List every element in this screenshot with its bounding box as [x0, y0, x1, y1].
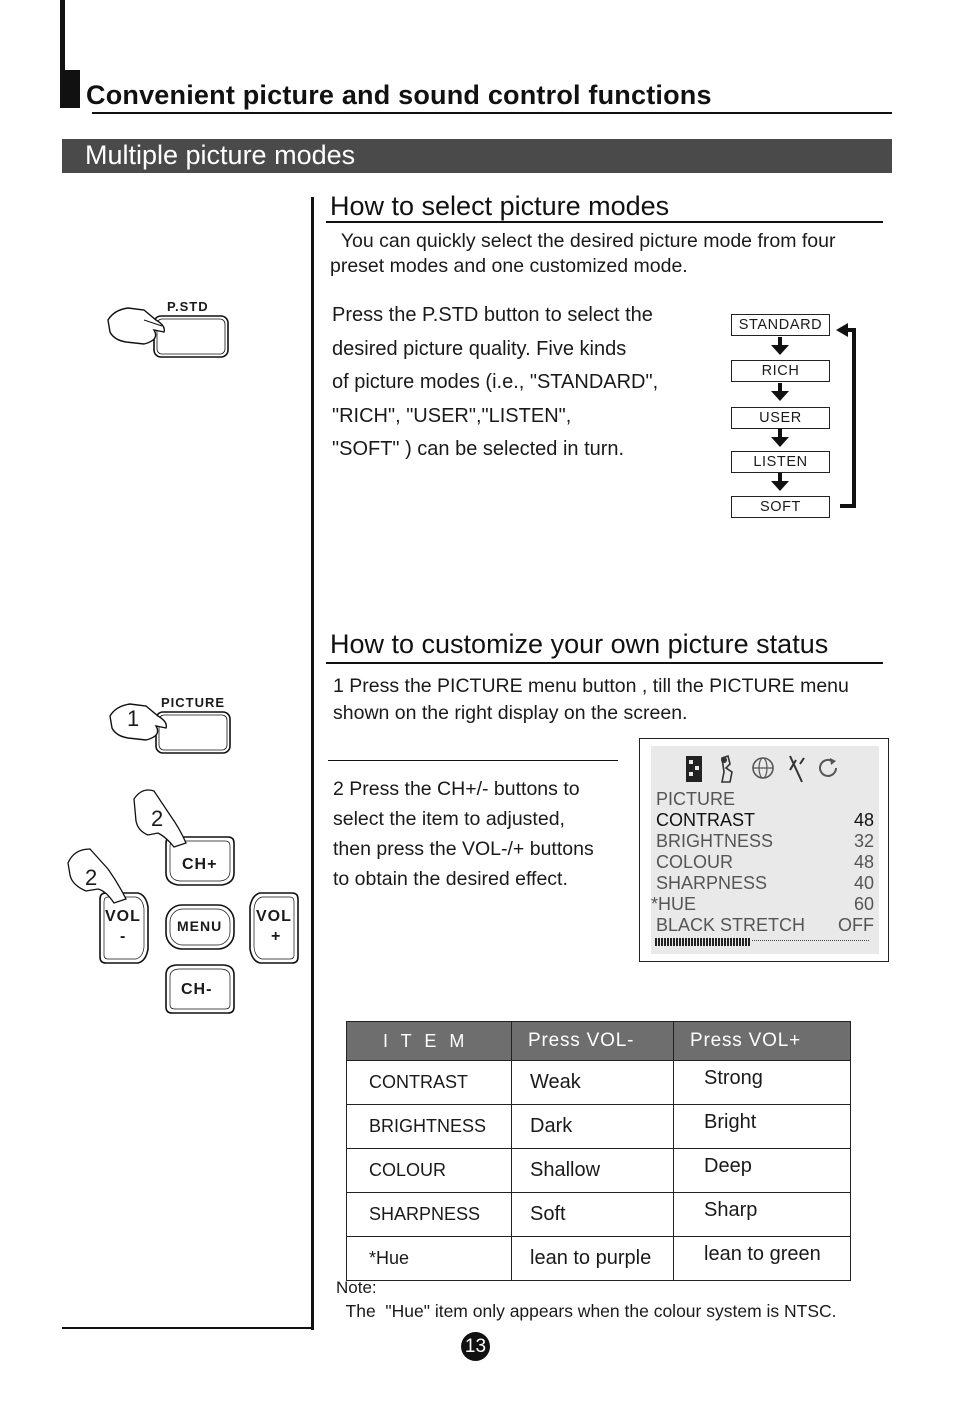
osd-item-colour: COLOUR 48 [656, 852, 874, 872]
osd-menu-title: PICTURE [656, 789, 736, 809]
bottom-rule [62, 1327, 314, 1329]
table-cell-vol-minus: Weak [512, 1061, 674, 1105]
step1-instructions: 1 Press the PICTURE menu button , till the PICTURE menu shown on the right display on the screen. [333, 675, 849, 724]
step2-digit-ch: 2 [151, 806, 164, 831]
table-cell-item: COLOUR [347, 1149, 512, 1193]
table-cell-vol-plus: Deep [674, 1149, 851, 1193]
vol-minus-sign: - [120, 928, 127, 945]
pstd-line: Press the P.STD button to select the [332, 304, 653, 326]
step2-line: select the item to adjusted, [333, 808, 565, 830]
customize-underline [326, 662, 883, 664]
note-text: The "Hue" item only appears when the colour system is NTSC. [341, 1301, 837, 1321]
antenna-icon [790, 756, 804, 782]
customize-title: How to customize your own picture status [330, 629, 829, 659]
vol-plus-sign: + [271, 928, 282, 945]
pstd-line: desired picture quality. Five kinds [332, 337, 627, 360]
down-arrow-icon [770, 337, 790, 355]
step-divider [328, 760, 618, 761]
osd-icon-bar [682, 752, 844, 786]
osd-item-contrast: CONTRAST 48 [656, 810, 874, 830]
osd-slider-fill [655, 938, 751, 946]
step2-line: 2 Press the CH+/- buttons to [333, 778, 580, 800]
osd-item-brightness: BRIGHTNESS 32 [656, 831, 874, 851]
section-title: Multiple picture modes [85, 140, 356, 170]
down-arrow-icon [770, 473, 790, 491]
pstd-line: of picture modes (i.e., "STANDARD", [332, 371, 659, 393]
table-cell-vol-minus: lean to purple [512, 1237, 674, 1281]
title-underline [92, 112, 892, 114]
pstd-line: "RICH", "USER","LISTEN", [332, 404, 572, 427]
page-number: 13 [461, 1332, 490, 1361]
adjustment-table [346, 1021, 851, 1281]
pstd-line: "SOFT" ) can be selected in turn. [332, 438, 625, 460]
select-modes-underline [326, 221, 883, 223]
table-cell-vol-plus: Strong [674, 1061, 851, 1105]
ch-plus-button-label: CH+ [182, 856, 218, 873]
ch-minus-button-label: CH- [181, 981, 213, 998]
header-left-block [60, 70, 80, 108]
step2-line: then press the VOL-/+ buttons [333, 838, 594, 860]
picture-button-label: PICTURE [161, 695, 226, 710]
table-cell-vol-plus: Sharp [674, 1193, 851, 1237]
table-row [347, 1061, 851, 1105]
note-label: Note: [336, 1278, 377, 1297]
mode-user: USER [731, 407, 830, 429]
step2-line: to obtain the desired effect. [333, 868, 568, 890]
table-cell-vol-plus: Bright [674, 1105, 851, 1149]
loop-back-arrow-icon [834, 320, 864, 512]
table-row [347, 1193, 851, 1237]
table-header-item: I T E M [347, 1022, 512, 1061]
step2-digit-vol: 2 [85, 865, 98, 890]
step2-instructions [333, 774, 633, 894]
table-cell-item: CONTRAST [347, 1061, 512, 1105]
sound-menu-icon [721, 756, 732, 782]
picture-menu-icon [686, 756, 702, 782]
mode-standard: STANDARD [731, 314, 830, 336]
table-header-row [347, 1022, 851, 1061]
pstd-instructions [332, 299, 692, 467]
table-cell-vol-minus: Dark [512, 1105, 674, 1149]
table-row [347, 1237, 851, 1281]
globe-icon [753, 758, 773, 778]
refresh-icon [820, 758, 836, 776]
osd-item-sharpness: SHARPNESS 40 [656, 873, 874, 893]
table-header-vol-minus: Press VOL- [512, 1022, 674, 1061]
menu-button-label: MENU [177, 918, 223, 934]
down-arrow-icon [770, 429, 790, 447]
table-cell-item: *Hue [347, 1237, 512, 1281]
mode-rich: RICH [731, 360, 830, 382]
table-row [347, 1105, 851, 1149]
page-title: Convenient picture and sound control functions [86, 80, 712, 110]
select-modes-intro: You can quickly select the desired picture mode from four preset modes and one customized mode. [330, 230, 841, 277]
osd-item-hue: *HUE 60 [651, 894, 874, 914]
mode-soft: SOFT [731, 496, 830, 518]
table-row [347, 1149, 851, 1193]
pstd-button-label: P.STD [167, 299, 209, 314]
column-divider [311, 197, 314, 1330]
table-cell-vol-minus: Soft [512, 1193, 674, 1237]
table-header-vol-plus: Press VOL+ [674, 1022, 851, 1061]
table-cell-item: SHARPNESS [347, 1193, 512, 1237]
vol-minus-label: VOL [105, 908, 141, 925]
table-cell-vol-plus: lean to green [674, 1237, 851, 1281]
down-arrow-icon [770, 383, 790, 401]
osd-item-black-stretch: BLACK STRETCH OFF [656, 915, 874, 935]
vol-plus-label: VOL [256, 908, 292, 925]
table-cell-item: BRIGHTNESS [347, 1105, 512, 1149]
mode-listen: LISTEN [731, 451, 830, 473]
step1-digit: 1 [127, 706, 140, 731]
table-cell-vol-minus: Shallow [512, 1149, 674, 1193]
select-modes-title: How to select picture modes [330, 191, 670, 221]
